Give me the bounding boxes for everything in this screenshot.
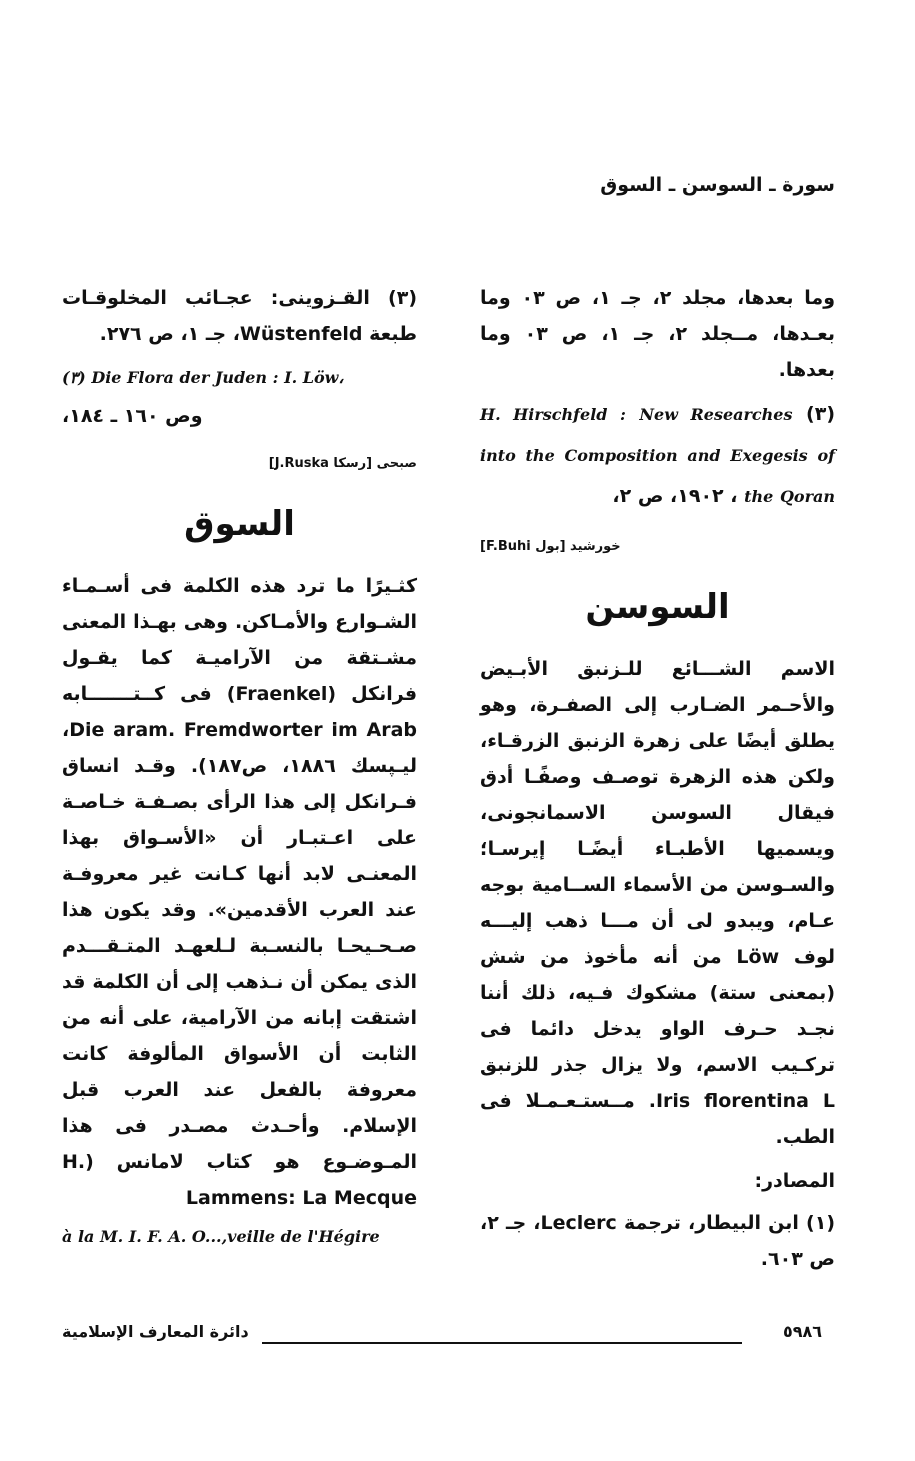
- page-number: ٥٩٨٦: [782, 1322, 822, 1341]
- footnote-hirschfeld: [480, 394, 835, 517]
- footnote-title-1: New Researches: [639, 405, 793, 424]
- article-body-sawsan: الاسم الشـــائع للـزنبق الأبـيض والأحـمر الضـارب إلى الصفـرة، وهو يطلق أيضًا على زهرة الزنبق الزرقـاء، ولكن هذه الزهرة توصـف وصفًـا أدق فيقال السوسن الاسمانجونى، ويسميها الأطبـاء أيضًـا إيرسـا؛ والسـوسن من الأسماء الســامية بوجه عـام، ويبدو لى أن مـــا ذهب إليـــه لوف Löw من أنه مأخوذ من شش (بمعنى ستة) مشكوك فـيه، ذلك أننا نجـد حـرف الواو يدخل دائما فى تركـيب الاسم، ولا يزال جذر للزنبق Iris florentina L. مــستـعـمـلا فى الطب.: [480, 658, 836, 1148]
- latin-citation-line: à la M. I. F. A. O...,veille de l'Hégire: [62, 1227, 380, 1246]
- footer-rule: [262, 1342, 742, 1344]
- footnote-title-3: Qoran: [779, 487, 835, 506]
- article-body-suq: كثـيرًا ما ترد هذه الكلمة فى أسـمـاء الشـوارع والأمـاكن. وهى بهـذا المعنى مشـتقة من الآراميـة كما يقـول فرانكل (Fraenkel) فى كــتـــــــابه Die aram. Fremdworter im Arab، ليـپسك ١٨٨٦، ص١٨٧). وقـد انساق فـرانكل إلى هذا الرأى بصـفـة خـاصـة على اعـتبـار أن «الأسـواق بهذا المعنـى لابد أنها كـانت غير معروفـة عند العرب الأقدمين». وقد يكون هذا صـحـيحـا بالنسـبة لـلعهـد المتـقـــدم الذى يمكن أن نـذهب إلى أن الكلمة قد اشتقت إبانه من الآرامية، على أنه من الثابت أن الأسواق المألوفة كانت معروفة بالفعل عند العرب قبل الإسلام. وأحـدث مصـدر فى هذا المـوضـوع هو كتاب لامانس (H. Lammens: La Mecque: [62, 575, 418, 1209]
- left-column: [62, 280, 417, 1252]
- author-signature: صبحى [رسكا J.Ruska]: [268, 456, 417, 471]
- running-header: سورة ـ السوسن ـ السوق: [600, 174, 835, 196]
- page-footer: [62, 1318, 822, 1358]
- sources-heading: المصادر:: [754, 1170, 835, 1192]
- right-column: [480, 280, 835, 1283]
- footnote-number: (٣): [806, 403, 836, 425]
- footnote-author: H. Hirschfeld :: [480, 405, 626, 424]
- publication-title: دائرة المعارف الإسلامية: [62, 1322, 249, 1341]
- footnote-low-pages: وص ١٦٠ ـ ١٨٤،: [62, 405, 203, 427]
- source-item-1: (١) ابن البيطار، ترجمة Leclerc، جـ ٢، ص ٦٠٣.: [480, 1212, 835, 1270]
- footnote-tail: ، ١٩٠٢، ص ٢،: [612, 485, 738, 507]
- footnote-title-2: into the Composition and Exegesis of the: [480, 446, 835, 506]
- article-title-sawsan: السوسن: [585, 587, 730, 627]
- article-title-suq: السوق: [184, 504, 295, 544]
- author-signature: خورشيد [بول F.Buhi]: [480, 539, 621, 554]
- footnote-qazwini: (٣) القـزوينى: عجـائب المخلوقـات طبعة Wüstenfeld، جـ ١، ص ٢٧٦.: [62, 287, 417, 345]
- footnote-low: (٣) Die Flora der Juden : I. Löw،: [62, 368, 344, 387]
- footnote-continuation: وما بعدها، مجلد ٢، جـ ١، ص ٠٣ وما بعـدها، مــجلد ٢، جـ ١، ص ٠٣ وما بعدها.: [480, 287, 836, 381]
